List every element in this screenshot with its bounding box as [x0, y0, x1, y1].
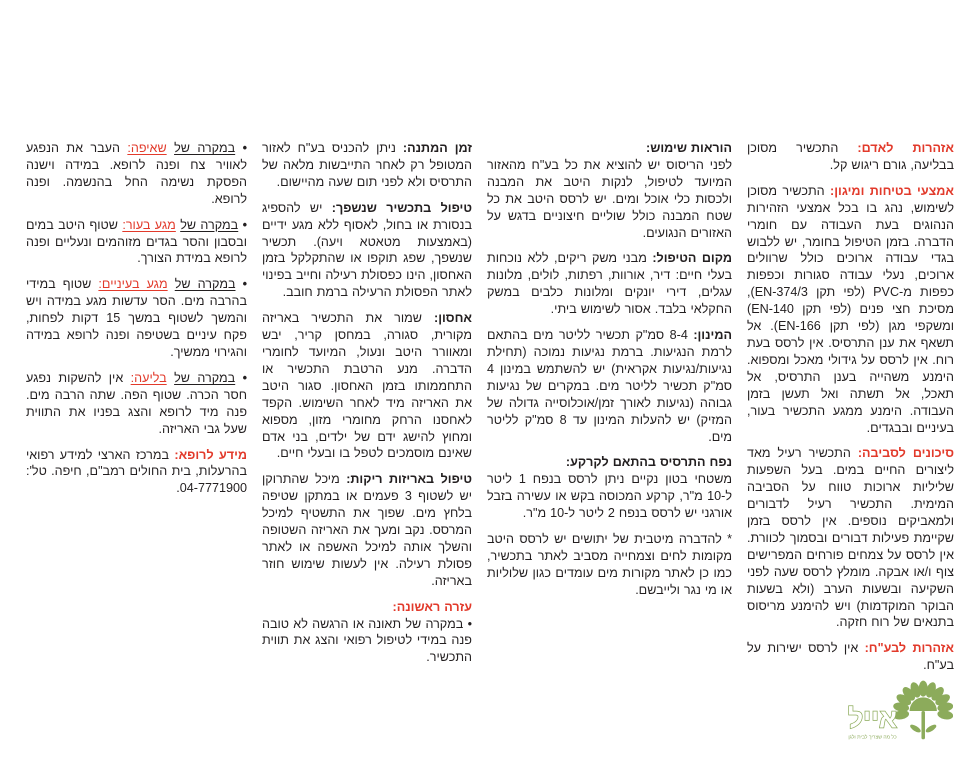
section-heading: מקום הטיפול:	[652, 251, 732, 266]
first-aid-bullet-inhalation	[26, 140, 247, 208]
section-body: משטחי בטון נקיים ניתן לרסס בנפח 1 ליטר ל-10 מ"ר, קרקע המכוסה בקש או עשירה בזבל אורגני יש לרסס בנפח 2 ליטר ל-10 מ"ר.	[487, 472, 732, 521]
bullet-lead: במקרה של	[174, 370, 236, 385]
section-body: לפני הריסוס יש להוציא את כל בע"ח מהאזור המיועד לטיפול, לנקות היטב את המבנה ולכסות כלי אוכל ומים. יש לרסס היטב את כל שטח המבנה כולל שוליים חיצוניים בדגש על האזורים הנגועים.	[487, 157, 732, 240]
bullet-lead: במקרה של	[174, 141, 236, 155]
bullet-term: שאיפה:	[127, 141, 167, 155]
section-heading: אזהרות לאדם:	[857, 141, 954, 155]
section-heading: טיפול באריזות ריקות:	[346, 472, 472, 487]
section-body: יש להספיג בנסורת או בחול, לאסוף ללא מגע ידיים (באמצעות מטאטא ויעה). תכשיר שנשפך, שפג תוקפו או שהתקלקל בזמן האחסון, הינו כפסולת רעילה וחייב בפינוי לאתר הפסולת הרעילה ברמת חובב.	[262, 200, 472, 300]
section-body: במרכז הארצי למידע רפואי בהרעלות, בית החולים רמב"ם, חיפה. טל': 04-7771900.	[26, 447, 247, 496]
section-heading: טיפול בתכשיר שנשפך:	[331, 200, 473, 215]
tree-icon	[892, 681, 953, 740]
paragraph-safety-gear	[747, 183, 954, 437]
bullet-marker: •	[242, 217, 247, 232]
bullet-marker: •	[242, 141, 247, 155]
paragraph-dosage	[487, 327, 732, 445]
bullet-marker: •	[242, 277, 247, 292]
paragraph-waiting-time	[262, 140, 472, 191]
section-heading: המינון:	[693, 328, 732, 343]
section-body: מבני משק ריקים, ללא נוכחות בעלי חיים: דיר, אורוות, רפתות, לולים, מלונות עגלים, דירי יונקים ומלונות כלבים במשק החקלאי בלבד. אסור לשימוש ביתי.	[487, 251, 732, 317]
section-heading: עזרה ראשונה:	[392, 599, 472, 614]
bullet-term: בליעה:	[130, 370, 167, 385]
paragraph-empty-containers	[262, 471, 472, 589]
section-body: 8-4 סמ"ק תכשיר לליטר מים בהתאם לרמת הנגיעות. ברמת נגיעות נמוכה (תחילת נגיעות/נגיעות אקראית) יש להשתמש במינון 4 סמ"ק תכשיר לליטר מים. במקרים של נגיעות גבוהה (נגיעות לאורך זמן/אוכלוסייה גדולה של המזיק) יש להעלות המינון עד 8 סמ"ק לליטר מים.	[487, 328, 732, 444]
bullet-body: אין להשקות נפגע חסר הכרה. שטוף הפה. שתה הרבה מים. פנה מיד לרופא והצג בפניו את התווית שעל גבי האריזה.	[26, 370, 247, 436]
brand-tagline: כל מה שצריך לבית ולגן	[848, 734, 897, 741]
first-aid-bullet-eye-contact	[26, 276, 247, 361]
paragraph-doctor-info	[26, 447, 247, 498]
paragraph-usage	[487, 140, 732, 241]
paragraph-spray-volume	[487, 454, 732, 522]
paragraph-warnings-person	[747, 140, 954, 174]
first-aid-bullet-swallowing	[26, 370, 247, 438]
section-heading: סיכונים לסביבה:	[857, 446, 954, 461]
section-heading: אמצעי בטיחות ומיגון:	[830, 183, 955, 198]
section-body: ניתן להכניס בע"ח לאזור המטופל רק לאחר התייבשות מלאה של התרסיס ולא לפני תום שעה מהיישום.	[262, 141, 472, 189]
paragraph-storage	[262, 310, 472, 462]
brand-logo	[833, 672, 953, 750]
section-body: אין לרסס ישירות על בע"ח.	[747, 641, 954, 673]
bullet-body: שטוף במידי בהרבה מים. הסר עדשות מגע במידה ויש והמשך לשטוף במשך 15 דקות לפחות, פקח עיניים בשטיפה ופנה לרופא במידה והגירוי ממשיך.	[26, 277, 247, 359]
bullet-lead: במקרה של	[174, 277, 236, 292]
column-warnings	[747, 140, 954, 683]
section-body: * להדברה מיטבית של יתושים יש לרסס היטב מקומות לחים וצמחייה מסביב לאתר בתכשיר, כמו כן לאתר מקורות מים עומדים כגון שלוליות או מי נגר ולייבשם.	[487, 532, 732, 597]
column-first-aid	[26, 140, 247, 506]
section-body: שמור את התכשיר באריזה מקורית, סגורה, במחסן קריר, יבש ומאוורר היטב ונעול, המיועד לחומרי הדברה. מנע הרטבת התכשיר או התחממותו בזמן האחסון. סגור היטב את האריזה מיד לאחר השימוש. הקפד לאחסנו הרחק מחומרי מזון, מספוא ומחוץ להישג ידם של ילדים, בני אדם שאינם מוסמכים לטפל בו ובעלי חיים.	[262, 311, 472, 461]
bullet-body: העבר את הנפגע לאוויר צח ופנה לרופא. במידה וישנה הפסקת נשימה החל בהנשמה. ופנה לרופא.	[26, 141, 247, 206]
section-body: • במקרה של תאונה או הרגשה לא טובה פנה במידי לטיפול רפואי והצג את תווית התכשיר.	[262, 616, 472, 665]
section-heading: נפח התרסיס בהתאם לקרקע:	[565, 455, 732, 470]
brand-name: אייל	[848, 703, 897, 734]
bullet-lead: במקרה של	[180, 217, 239, 232]
paragraph-environment-risks	[747, 445, 954, 631]
paragraph-spill-handling	[262, 200, 472, 301]
section-heading: הוראות שימוש:	[646, 141, 732, 155]
section-body: התכשיר מסוכן לשימוש, נהג בו בכל אמצעי הזהירות הנהוגים בעת העבודה עם חומרי הדברה. בזמן הטיפול בחומר, יש ללבוש בגדי עבודה ארוכים כולל שרוולים ארוכים, נעלי עבודה סגורות וכפפות כפפות מ-PVC (לפי תקן EN-374/3), מסיכת חצי פנים (לפי תקן EN-140) ומשקפי מגן (לפי תקן EN-166). אל תשאף את ענן התרסיס. אין לרסס בעת רוח. אין לרסס על גידולי מאכל ומספוא. הימנע משהייה בענן התרסיס, אל תאכל, אל תשתה ואל תעשן בזמן העבודה. הימנע ממגע התכשיר בעור, בעיניים ובבגדים.	[747, 183, 954, 435]
bullet-body: שטוף היטב במים ובסבון והסר בגדים מזוהמים ונעליים ופנה לרופא במידת הצורך.	[26, 217, 247, 266]
section-heading: מידע לרופא:	[174, 447, 248, 462]
paragraph-mosquito-note	[487, 531, 732, 599]
section-heading: אזהרות לבע"ח:	[864, 641, 955, 656]
paragraph-first-aid-heading	[262, 599, 472, 667]
section-body: התכשיר מסוכן בבליעה, גורם ריגוש קל.	[747, 141, 954, 172]
paragraph-treatment-site	[487, 250, 732, 318]
first-aid-bullet-skin-contact	[26, 217, 247, 268]
paragraph-animal-warnings	[747, 640, 954, 674]
section-body: מיכל שהתרוקן יש לשטוף 3 פעמים או במתקן שטיפה בלחץ מים. שפוך את התשטיף למיכל המרסס. נקב ומעך את האריזה השטופה והשלך אותה למיכל האשפה או לאתר פסולת רעילה. אין לעשות שימוש חוזר באריזה.	[262, 472, 472, 588]
section-body: התכשיר רעיל מאד ליצורים החיים במים. בעל השפעות שליליות ארוכות טווח על הסביבה המימית. התכשיר רעיל לדבורים ולמאביקים נוספים. אין לרסס בזמן שקיימת פעילות דבורים ובסמוך לכוורת. אין לרסס על צמחים פורחים המפרישים צוף ו/או אבקה. מומלץ לרסס שעה לפני השקיעה ובשעות הערב (ולא בשעות הבוקר המוקדמות) ויש להימנע מריסוס בתנאים של רוח חזקה.	[747, 446, 954, 630]
section-heading: אחסון:	[434, 311, 472, 326]
bullet-marker: •	[242, 370, 248, 385]
label-text-columns	[6, 140, 954, 683]
column-usage-instructions	[487, 140, 732, 608]
column-handling	[262, 140, 472, 675]
section-heading: זמן המתנה:	[402, 141, 472, 155]
bullet-term: מגע בעור:	[122, 217, 176, 232]
bullet-term: מגע בעיניים:	[98, 277, 168, 292]
